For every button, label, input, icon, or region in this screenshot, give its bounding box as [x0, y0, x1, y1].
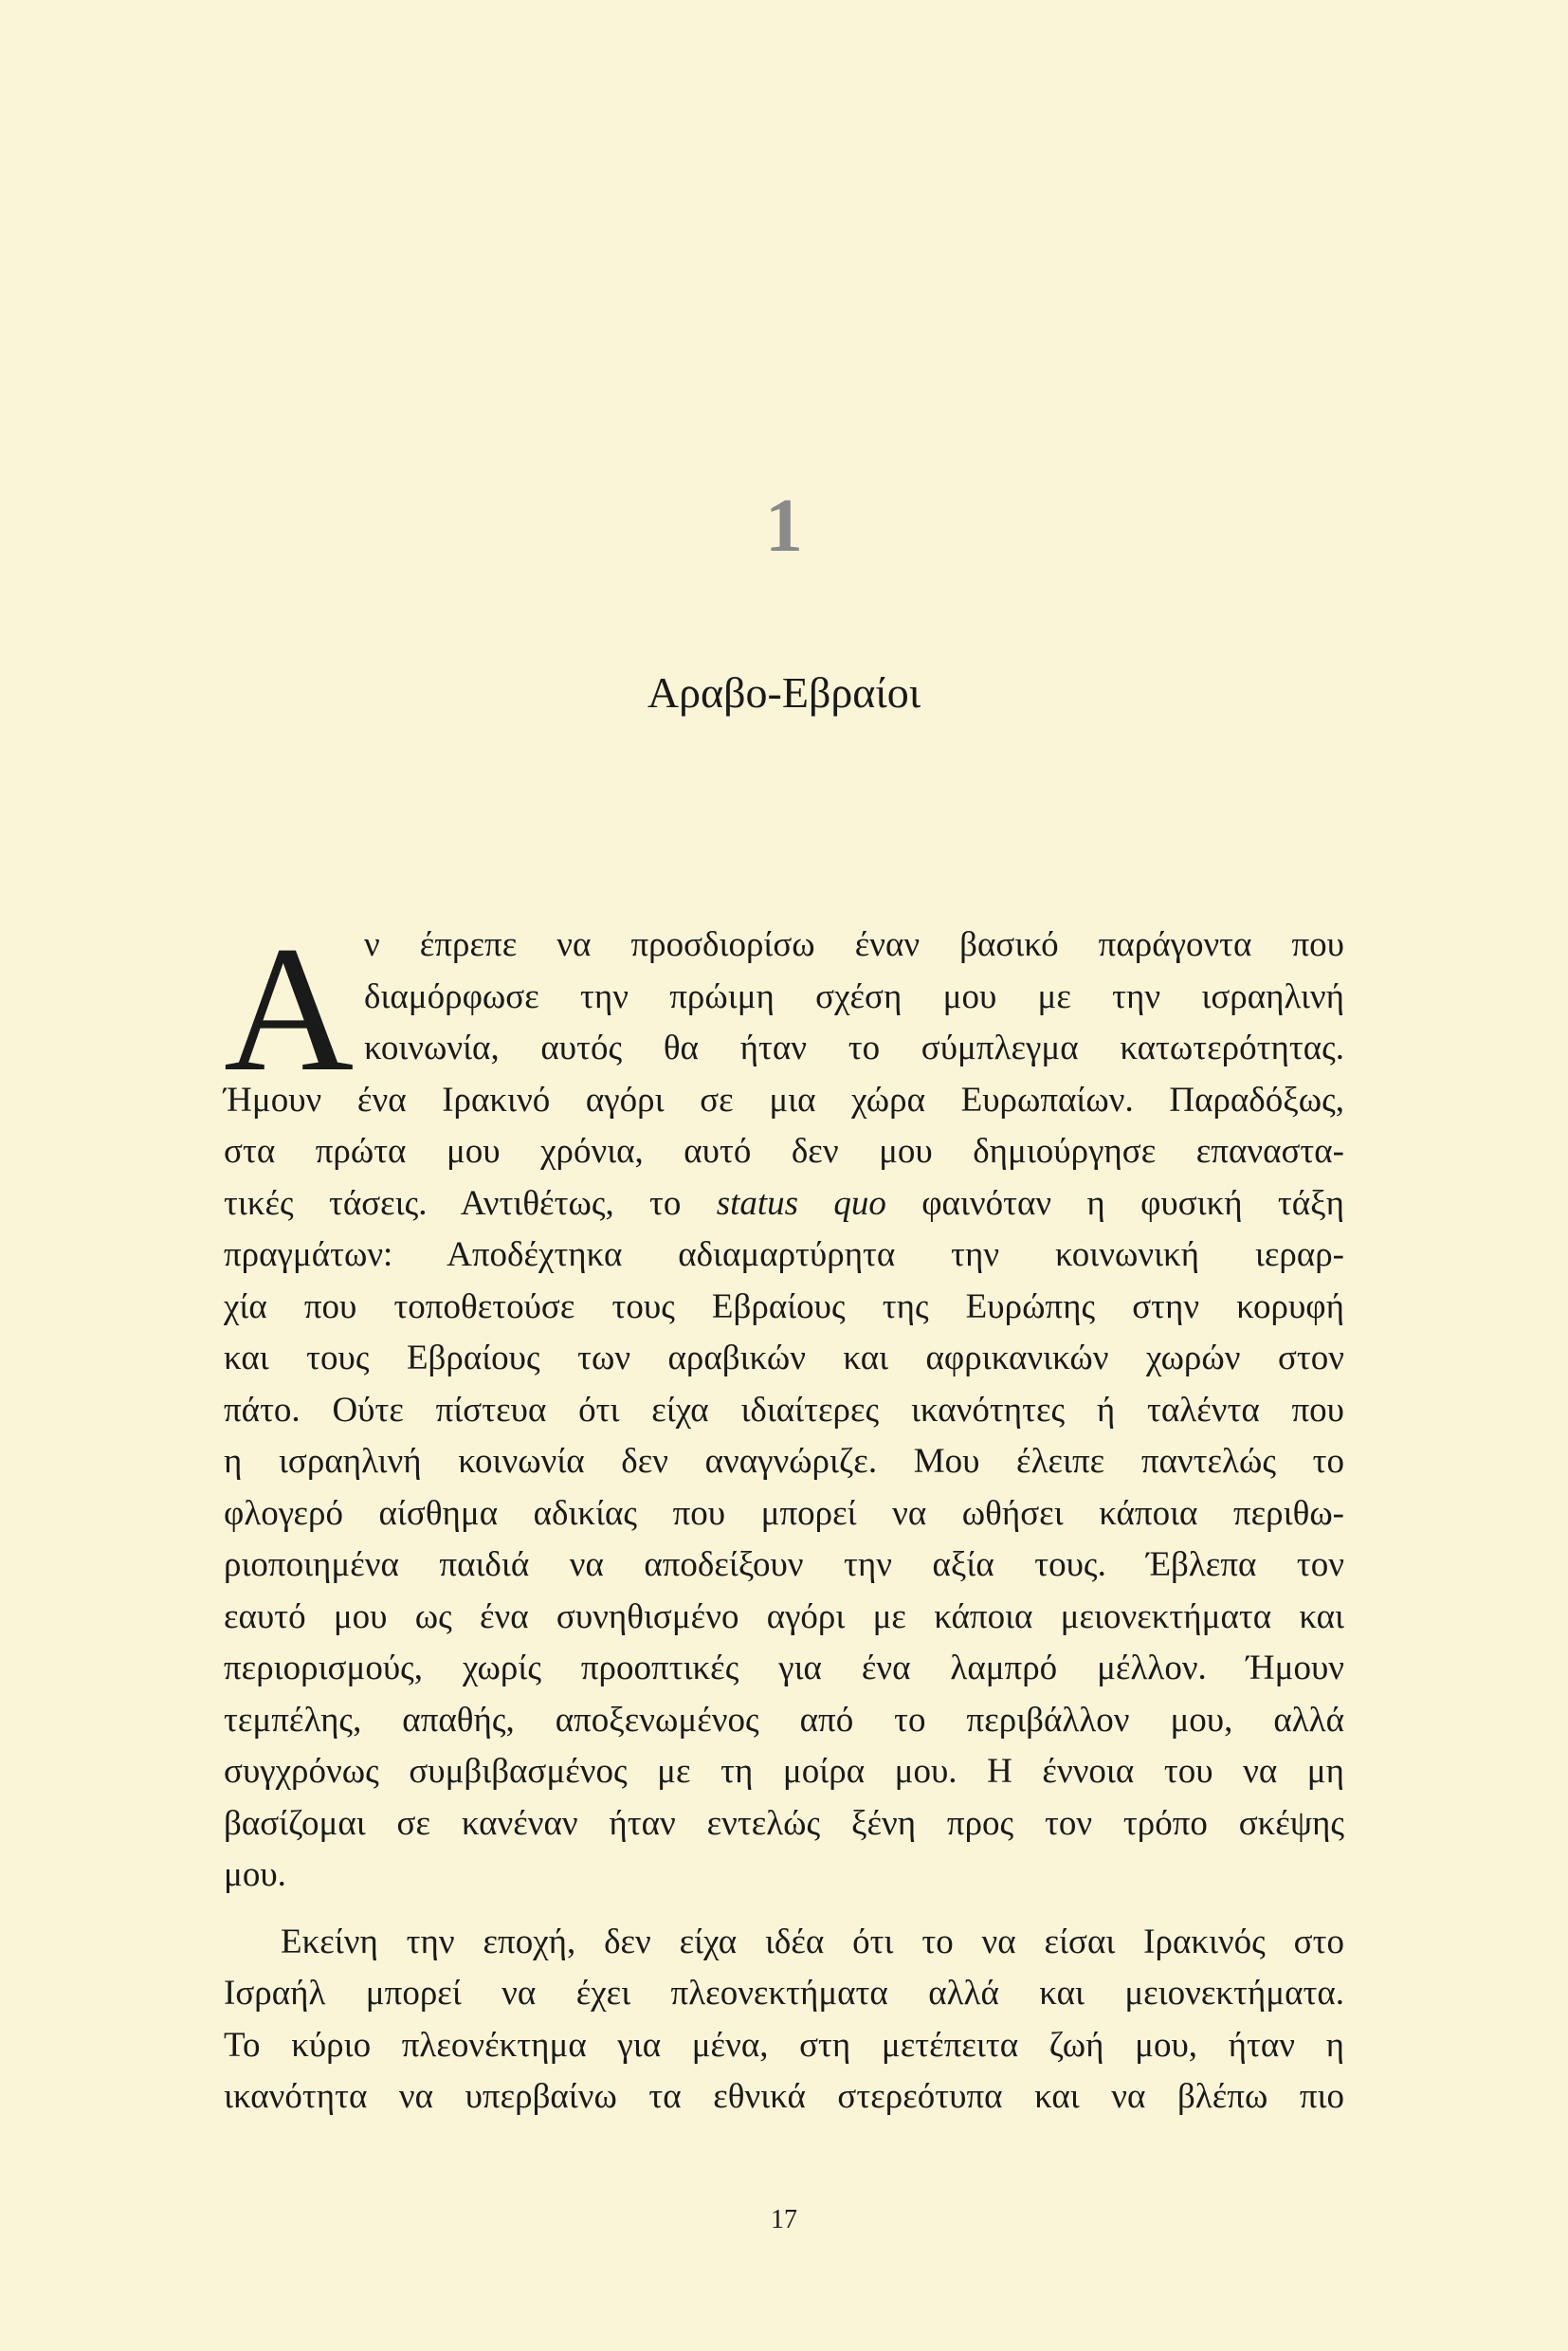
text-line: ριοποιημένα παιδιά να αποδείξουν την αξία τους. Έβλεπα τον — [224, 1545, 1344, 1584]
text-line: εαυτό μου ως ένα συνηθισμένο αγόρι με κάποια μειονεκτήματα και — [224, 1596, 1344, 1636]
chapter-number: 1 — [765, 484, 803, 568]
text-line: τεμπέλης, απαθής, αποξενωμένος από το περιβάλλον μου, αλλά — [224, 1700, 1344, 1740]
chapter-title: Αραβο-Εβραίοι — [647, 668, 921, 717]
text-segment: φαινόταν η φυσική τάξη — [921, 1183, 1345, 1223]
text-line: μου. — [224, 1855, 286, 1894]
text-line: και τους Εβραίους των αραβικών και αφρικανικών χωρών στον — [224, 1339, 1344, 1377]
text-line: Εκείνη την εποχή, δεν είχα ιδέα ότι το να είσαι Ιρακινός στο — [281, 1922, 1344, 1961]
text-line: πάτο. Ούτε πίστευα ότι είχα ιδιαίτερες ικανότητες ή ταλέντα που — [224, 1390, 1344, 1430]
italic-phrase: status quo — [716, 1183, 886, 1223]
page-number: 17 — [771, 2205, 797, 2234]
text-line: η ισραηλινή κοινωνία δεν αναγνώριζε. Μου έλειπε παντελώς το — [224, 1442, 1344, 1481]
text-line: Το κύριο πλεονέκτημα για μένα, στη μετέπειτα ζωή μου, ήταν η — [224, 2025, 1344, 2065]
body-text — [224, 910, 1345, 2123]
paragraph-gap — [224, 1902, 1344, 1917]
text-line: κοινωνία, αυτός θα ήταν το σύμπλεγμα κατωτερότητας. — [364, 1029, 1344, 1067]
text-line: πραγμάτων: Αποδέχτηκα αδιαμαρτύρητα την κοινωνική ιεραρ- — [224, 1235, 1344, 1274]
text-line: Ισραήλ μπορεί να έχει πλεονεκτήματα αλλά και μειονεκτήματα. — [224, 1974, 1344, 2013]
text-line: ικανότητα να υπερβαίνω τα εθνικά στερεότυπα και να βλέπω πιο — [224, 2077, 1344, 2116]
text-line: ν έπρεπε να προσδιορίσω έναν βασικό παράγοντα που — [364, 925, 1344, 964]
text-line: βασίζομαι σε κανέναν ήταν εντελώς ξένη προς τον τρόπο σκέψης — [224, 1803, 1344, 1843]
text-line: στα πρώτα μου χρόνια, αυτό δεν μου δημιούργησε επαναστα- — [224, 1132, 1344, 1171]
text-segment: τικές τάσεις. Αντιθέτως, το — [224, 1183, 682, 1223]
text-line: Ήμουν ένα Ιρακινό αγόρι σε μια χώρα Ευρωπαίων. Παραδόξως, — [224, 1080, 1344, 1120]
text-line: χία που τοποθετούσε τους Εβραίους της Ευρώπης στην κορυφή — [224, 1286, 1344, 1326]
text-line: διαμόρφωσε την πρώιμη σχέση μου με την ισραηλινή — [364, 976, 1344, 1016]
drop-cap: Α — [224, 910, 355, 1109]
text-line: συγχρόνως συμβιβασμένος με τη μοίρα μου. Η έννοια του να μη — [224, 1752, 1344, 1791]
text-line — [224, 1178, 1344, 1230]
text-line: φλογερό αίσθημα αδικίας που μπορεί να ωθήσει κάποια περιθω- — [224, 1493, 1344, 1533]
text-line: περιορισμούς, χωρίς προοπτικές για ένα λαμπρό μέλλον. Ήμουν — [224, 1649, 1344, 1687]
